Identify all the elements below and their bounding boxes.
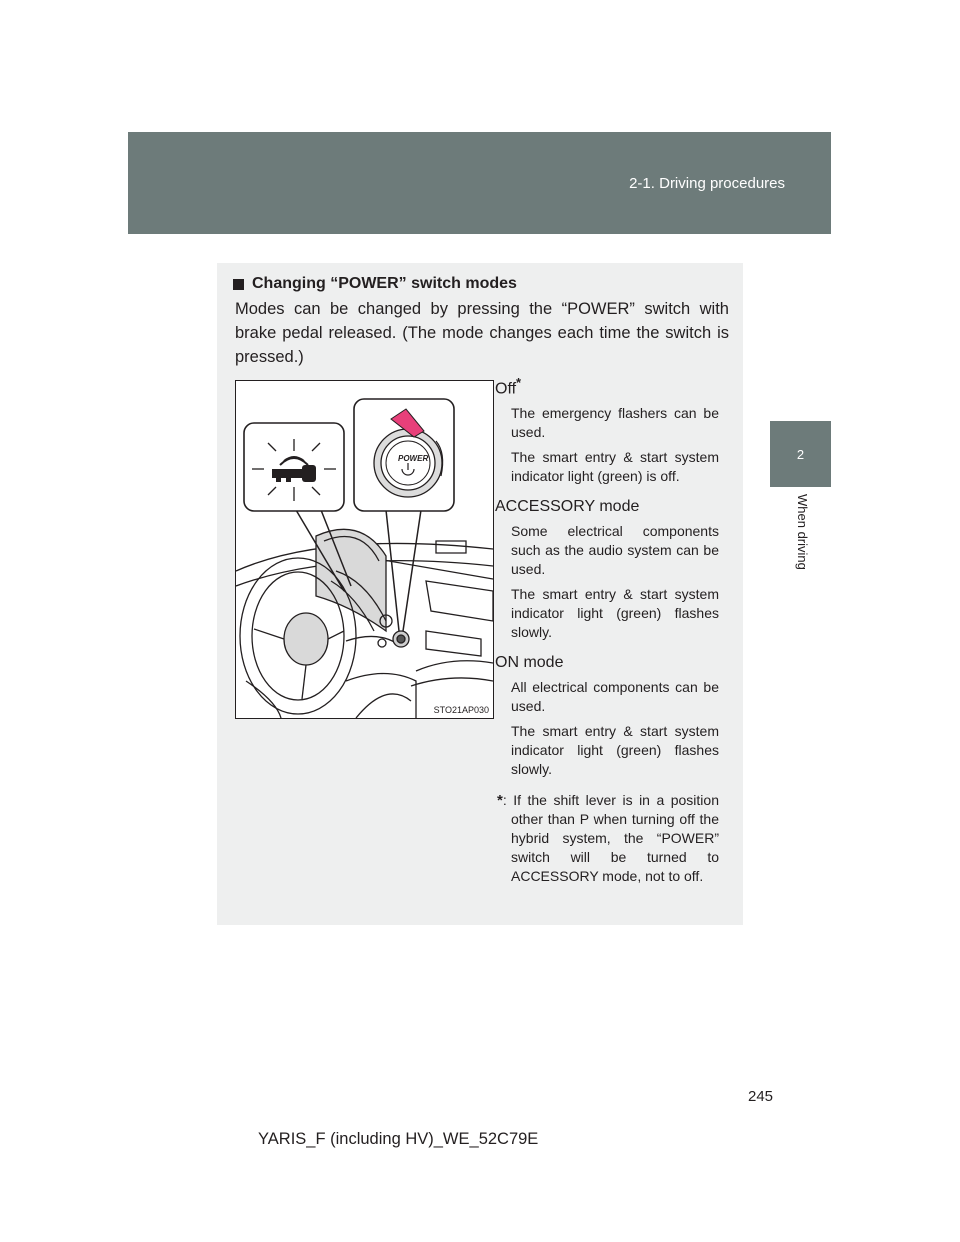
chapter-label: When driving bbox=[795, 494, 810, 570]
content-panel bbox=[217, 263, 743, 925]
svg-text:POWER: POWER bbox=[398, 454, 429, 463]
mode-paragraph: The emergency flashers can be used. bbox=[511, 405, 719, 441]
mode-title: Off* bbox=[495, 375, 522, 398]
footnote-marker: * bbox=[497, 792, 503, 810]
asterisk-marker: * bbox=[516, 375, 522, 390]
mode-list bbox=[497, 375, 719, 886]
section-title bbox=[233, 275, 517, 293]
mode-paragraph: The smart entry & start system indicator light (green) flashes slowly. bbox=[511, 586, 719, 641]
page-header bbox=[128, 132, 831, 234]
section-heading: 2-1. Driving procedures bbox=[629, 175, 785, 192]
footnote-text: : If the shift lever is in a position other than P when turning off the hybrid system, the “POWER” switch will be turned to ACCESSORY mode, not to off. bbox=[502, 792, 719, 885]
mode-off bbox=[497, 375, 719, 486]
chapter-number: 2 bbox=[796, 446, 805, 462]
intro-paragraph: Modes can be changed by pressing the “POWER” switch with brake pedal released. (The mode changes each time the switch is pressed.) bbox=[235, 300, 729, 366]
page-number: 245 bbox=[748, 1088, 774, 1105]
square-bullet-icon bbox=[233, 279, 244, 290]
mode-paragraph: The smart entry & start system indicator light (green) is off. bbox=[511, 449, 719, 485]
mode-on bbox=[497, 654, 719, 779]
mode-title: ON mode bbox=[495, 654, 564, 672]
mode-paragraph: All electrical components can be used. bbox=[511, 679, 719, 715]
mode-title: ACCESSORY mode bbox=[495, 498, 640, 516]
section-title-text: Changing “POWER” switch modes bbox=[252, 275, 517, 292]
mode-paragraph: Some electrical components such as the audio system can be used. bbox=[511, 523, 719, 578]
mode-accessory bbox=[497, 498, 719, 642]
power-switch-illustration bbox=[235, 380, 494, 719]
footer-model-code: YARIS_F (including HV)_WE_52C79E bbox=[258, 1130, 539, 1148]
footnote bbox=[497, 791, 719, 886]
mode-paragraph: The smart entry & start system indicator light (green) flashes slowly. bbox=[511, 723, 719, 778]
figure-code: STO21AP030 bbox=[433, 705, 489, 715]
chapter-tab bbox=[770, 421, 831, 487]
dashboard-drawing bbox=[236, 381, 493, 718]
